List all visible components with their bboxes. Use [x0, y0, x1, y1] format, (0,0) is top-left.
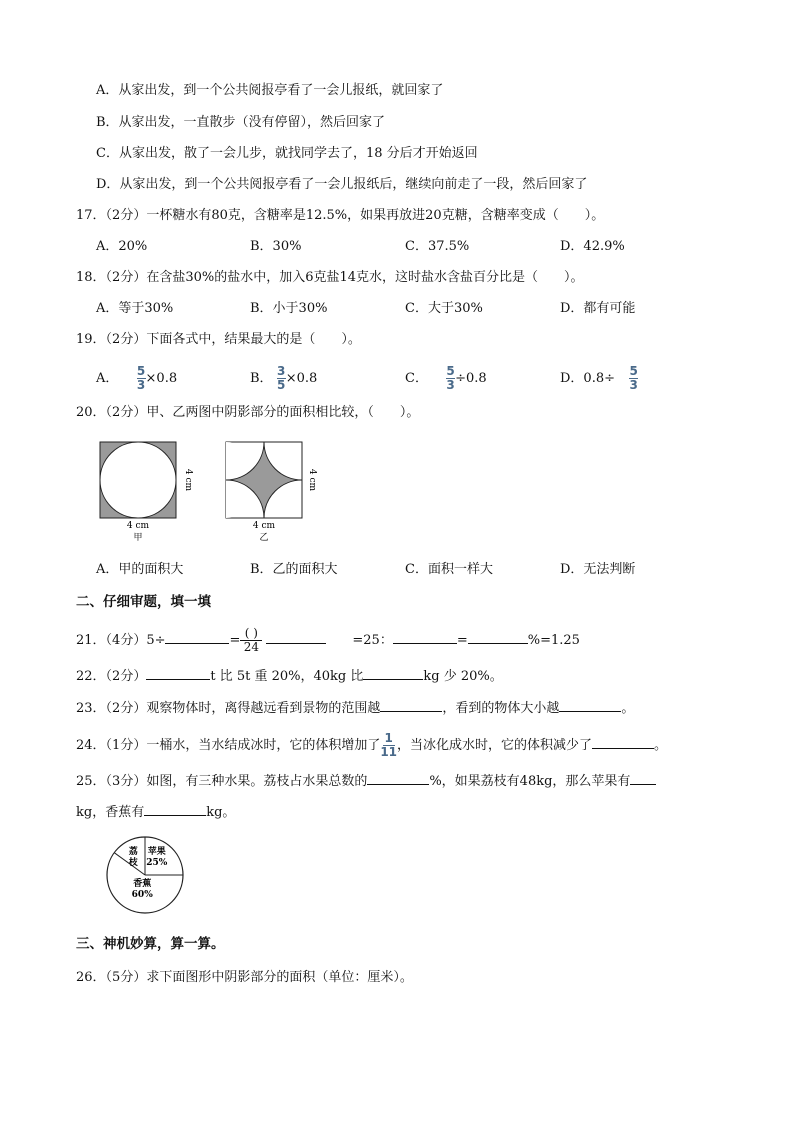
frac-den: 3	[136, 378, 146, 392]
q23-part2: ，看到的物体大小越	[442, 701, 560, 716]
q18-option-b: B．小于30%	[250, 301, 328, 316]
fig-yi-bottom-label: 4 cm	[252, 521, 276, 531]
frac-num: 5	[446, 364, 455, 378]
section-2-heading: 二、仔细审题，填一填	[76, 594, 211, 610]
q19-c-rest: ÷0.8	[455, 371, 487, 386]
fig-jia-side-label: 4 cm	[183, 468, 193, 492]
q19-option-b	[250, 366, 317, 391]
answer-blank[interactable]	[393, 629, 457, 644]
frac-den: 24	[243, 640, 260, 654]
pie-label-banana: 香蕉	[133, 878, 152, 889]
q26-stem: 26．（5分）求下面图形中阴影部分的面积（单位：厘米）。	[76, 970, 413, 985]
q18-option-a: A．等于30%	[96, 301, 174, 316]
frac-num: 1	[384, 731, 393, 745]
q24-line	[76, 733, 667, 758]
fraction-d	[629, 366, 638, 391]
q25-line2-a: kg，香蕉有	[76, 805, 145, 820]
answer-blank[interactable]	[363, 665, 423, 680]
fig-yi-caption: 乙	[259, 533, 269, 543]
q24-fraction	[380, 733, 397, 758]
fruit-pie-chart	[102, 834, 188, 916]
q22-line	[76, 665, 503, 686]
fraction-b	[277, 366, 286, 391]
q23-end: 。	[621, 701, 635, 716]
q20-option-c: C．面积一样大	[405, 562, 493, 577]
q19-d-label: D．0.8÷	[560, 371, 615, 386]
q21-fraction	[240, 628, 262, 653]
answer-blank[interactable]	[630, 770, 656, 785]
frac-den: 5	[277, 378, 286, 392]
frac-den: 3	[629, 378, 638, 392]
q20-option-a: A．甲的面积大	[96, 562, 184, 577]
q25-line2-b: kg。	[206, 805, 236, 820]
q17-option-d: D．42.9%	[560, 239, 625, 254]
pie-label-apple: 苹果	[147, 846, 166, 857]
q21-mid: =25：	[352, 633, 393, 648]
q19-a-rest: ×0.8	[145, 371, 178, 386]
q19-stem: 19．（2分）下面各式中，结果最大的是（ ）。	[76, 332, 361, 347]
q19-a-label: A．	[96, 371, 119, 386]
q21-prefix: 21．（4分）5÷	[76, 633, 166, 648]
q16-option-c: C．从家出发，散了一会儿步，就找同学去了，18 分后才开始返回	[96, 146, 478, 161]
q22-part1: t 比 5t 重 20%，40kg 比	[210, 669, 364, 684]
q19-c-label: C．	[405, 371, 428, 386]
q18-option-c: C．大于30%	[405, 301, 483, 316]
q18-option-d: D．都有可能	[560, 301, 636, 316]
fraction-c	[446, 366, 455, 391]
frac-num: 5	[136, 364, 146, 378]
q21-suffix: %=1.25	[527, 633, 580, 648]
fig-jia-bottom-label: 4 cm	[126, 521, 150, 531]
q19-b-label: B．	[250, 371, 273, 386]
q20-figures	[94, 436, 334, 546]
q21-eq2: =	[456, 633, 468, 648]
q19-option-c	[405, 366, 487, 391]
q24-mid: ，当冰化成水时，它的体积减少了	[397, 738, 593, 753]
q23-prefix: 23．（2分）观察物体时，离得越远看到景物的范围越	[76, 701, 381, 716]
answer-blank[interactable]	[266, 629, 326, 644]
q17-option-c: C．37.5%	[405, 239, 470, 254]
q22-prefix: 22．（2分）	[76, 669, 147, 684]
frac-num: ( )	[244, 626, 258, 640]
answer-blank[interactable]	[380, 697, 442, 712]
q22-part2: kg 少 20%。	[423, 669, 503, 684]
q17-option-b: B．30%	[250, 239, 302, 254]
q19-option-a	[96, 366, 177, 391]
pie-label-lychee: 荔	[128, 846, 138, 857]
q20-option-b: B．乙的面积大	[250, 562, 338, 577]
q25-line1	[76, 770, 656, 791]
frac-den: 3	[446, 378, 455, 392]
q25-line1-b: %，如果荔枝有48kg，那么苹果有	[429, 774, 631, 789]
q23-line	[76, 697, 634, 718]
section-3-heading: 三、神机妙算，算一算。	[76, 936, 225, 952]
pie-label-lychee: 枝	[128, 857, 138, 868]
inscribed-circle	[100, 442, 176, 518]
answer-blank[interactable]	[146, 665, 210, 680]
q16-option-b: B．从家出发，一直散步（没有停留），然后回家了	[96, 115, 386, 130]
figure-jia	[100, 442, 193, 543]
q24-end: 。	[654, 738, 668, 753]
frac-num: 5	[629, 364, 638, 378]
q16-option-d: D．从家出发，到一个公共阅报亭看了一会儿报纸后，继续向前走了一段，然后回家了	[96, 177, 588, 192]
frac-num: 3	[277, 364, 286, 378]
answer-blank[interactable]	[559, 697, 621, 712]
frac-den: 11	[380, 745, 398, 759]
q18-stem: 18．（2分）在含盐30%的盐水中，加入6克盐14克水，这时盐水含盐百分比是（ ）。	[76, 270, 584, 285]
answer-blank[interactable]	[144, 801, 206, 816]
q19-b-rest: ×0.8	[285, 371, 318, 386]
q19-option-d	[560, 366, 638, 391]
q24-prefix: 24．（1分）一桶水，当水结成冰时，它的体积增加了	[76, 738, 381, 753]
q20-stem: 20．（2分）甲、乙两图中阴影部分的面积相比较，（ ）。	[76, 405, 420, 420]
fig-yi-side-label: 4 cm	[307, 468, 317, 492]
q20-option-d: D．无法判断	[560, 562, 636, 577]
pie-label-banana: 60%	[131, 889, 153, 900]
q21-line	[76, 628, 580, 653]
figure-yi	[226, 442, 317, 543]
q25-line2	[76, 801, 235, 822]
fig-jia-caption: 甲	[133, 533, 143, 543]
pie-label-apple: 25%	[146, 857, 168, 868]
answer-blank[interactable]	[468, 629, 528, 644]
answer-blank[interactable]	[165, 629, 229, 644]
q17-option-a: A．20%	[96, 239, 148, 254]
answer-blank[interactable]	[592, 734, 654, 749]
q25-line1-a: 25．（3分）如图，有三种水果。荔枝占水果总数的	[76, 774, 368, 789]
q16-option-a: A．从家出发，到一个公共阅报亭看了一会儿报纸，就回家了	[96, 83, 444, 98]
q21-eq1: =	[229, 633, 241, 648]
answer-blank[interactable]	[367, 770, 429, 785]
q17-stem: 17．（2分）一杯糖水有80克，含糖率是12.5%，如果再放进20克糖，含糖率变成（ ）。	[76, 208, 605, 223]
fraction-a	[137, 366, 146, 391]
